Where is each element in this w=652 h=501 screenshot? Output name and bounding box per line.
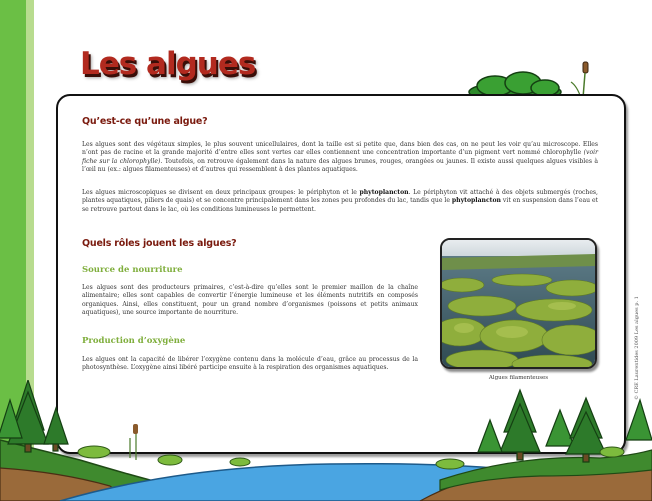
algae-photo: [440, 238, 597, 369]
paragraph-oxygen: Les algues ont la capacité de libérer l’oxygène contenu dans la molécule d’eau, grâce au processus de la photosynthèse. L’oxygène ainsi libéré participe ensuite à la respiration des organismes aquatiques.: [82, 356, 418, 372]
subheading-food: Source de nourriture: [82, 265, 183, 275]
subheading-oxygen: Production d’oxygène: [82, 336, 186, 346]
landscape-illustration: [0, 380, 652, 501]
paragraph-food: Les algues sont des producteurs primaires, c’est-à-dire qu’elles sont le premier maillon de la chaîne alimentaire; elles sont capables de convertir l’énergie lumineuse et les éléments nutritifs en composés organiques. Ainsi, elles constituent, pour un grand nombre d’organismes (poissons et petits animaux aquatiques), une source importante de nourriture.: [82, 284, 418, 316]
section-heading-roles: Quels rôles jouent les algues?: [82, 238, 237, 249]
section-heading-what: Qu’est-ce qu’une algue?: [82, 116, 208, 127]
paragraph-groups: Les algues microscopiques se divisent en deux principaux groupes: le périphyton et le phytoplancton. Le périphyton vit attaché à des objets submergés (roches, plantes aquatiques, piliers de quais) et se concentre principalement dans les zones peu profondes du lac, tandis que le phytoplancton vit en suspension dans l’eau et se retrouve partout dans le lac, où les conditions lumineuses le permettent.: [82, 189, 598, 213]
paragraph-definition: Les algues sont des végétaux simples, le plus souvent unicellulaires, dont la taille est si petite que, dans bien des cas, on ne peut les voir qu’au microscope. Elles n’ont pas de racine et la grande majorité d’entre elles sont vertes car elles contiennent une concentration importante d’un pigment vert nommé chlorophylle (voir fiche sur la chlorophylle). Toutefois, on retrouve également dans la nature des algues brunes, rouges, orangées ou jaunes. Il existe aussi quelques algues visibles à l’œil nu (ex.: algues filamenteuses) et d’autres qui ressemblent à des plantes aquatiques.: [82, 141, 598, 173]
page-title: Les algues: [80, 46, 256, 82]
photo-caption: Algues filamenteuses: [488, 375, 549, 381]
